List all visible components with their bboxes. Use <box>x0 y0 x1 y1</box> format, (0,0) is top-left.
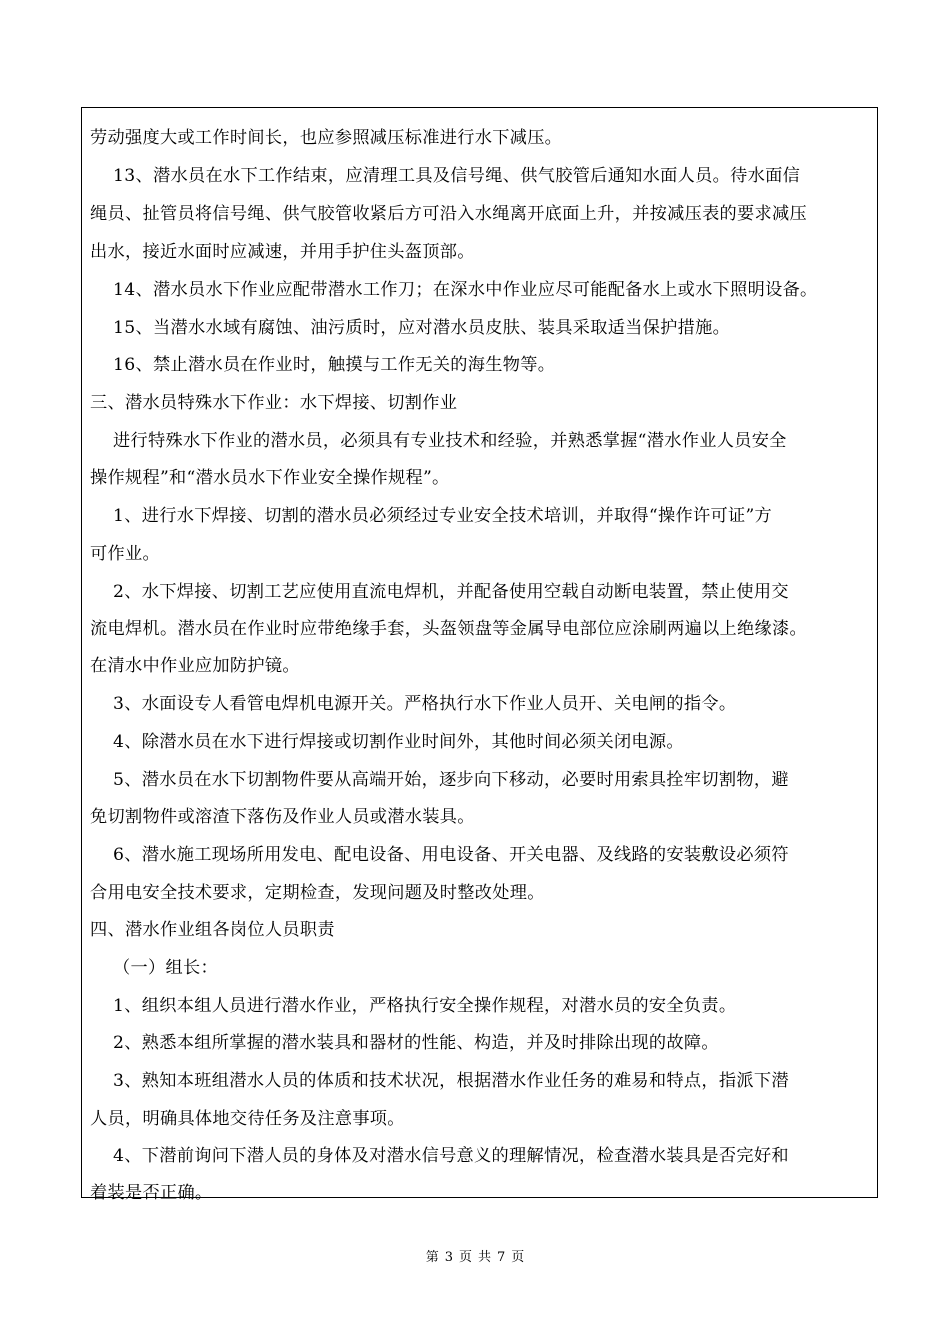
text-line: 15、当潜水水域有腐蚀、油污质时，应对潜水员皮肤、装具采取适当保护措施。 <box>90 318 731 338</box>
text-line: 4、除潜水员在水下进行焊接或切割作业时间外，其他时间必须关闭电源。 <box>90 732 684 752</box>
total-pages: 7 <box>497 1250 506 1265</box>
text-line: 1、组织本组人员进行潜水作业，严格执行安全操作规程，对潜水员的安全负责。 <box>90 996 737 1016</box>
footer-word: 页 <box>458 1250 472 1265</box>
section-heading: 四、潜水作业组各岗位人员职责 <box>90 920 335 940</box>
text-line: 着装是否正确。 <box>90 1183 213 1203</box>
text-line: 劳动强度大或工作时间长，也应参照减压标准进行水下减压。 <box>90 128 563 148</box>
text-line: 3、水面设专人看管电焊机电源开关。严格执行水下作业人员开、关电闸的指令。 <box>90 694 737 714</box>
text-line: 2、熟悉本组所掌握的潜水装具和器材的性能、构造，并及时排除出现的故障。 <box>90 1033 719 1053</box>
subsection-heading: （一）组长： <box>90 958 218 978</box>
text-line: 绳员、扯管员将信号绳、供气胶管收紧后方可沿入水绳离开底面上升，并按减压表的要求减压 <box>90 204 807 224</box>
text-line: 3、熟知本班组潜水人员的体质和技术状况，根据潜水作业任务的难易和特点，指派下潜 <box>90 1071 789 1091</box>
text-line: 1、进行水下焊接、切割的潜水员必须经过专业安全技术培训，并取得“操作许可证”方 <box>90 506 773 526</box>
text-line: 4、下潜前询问下潜人员的身体及对潜水信号意义的理解情况，检查潜水装具是否完好和 <box>90 1146 789 1166</box>
text-line: 14、潜水员水下作业应配带潜水工作刀；在深水中作业应尽可能配备水上或水下照明设备。 <box>90 280 818 300</box>
text-line: 13、潜水员在水下工作结束，应清理工具及信号绳、供气胶管后通知水面人员。待水面信 <box>90 166 801 186</box>
text-line: 出水，接近水面时应减速，并用手护住头盔顶部。 <box>90 242 475 262</box>
footer-word: 共 <box>478 1250 492 1265</box>
text-line: 5、潜水员在水下切割物件要从高端开始，逐步向下移动，必要时用索具拴牢切割物，避 <box>90 770 789 790</box>
text-line: 6、潜水施工现场所用发电、配电设备、用电设备、开关电器、及线路的安装敷设必须符 <box>90 845 789 865</box>
section-heading: 三、潜水员特殊水下作业：水下焊接、切割作业 <box>90 393 458 413</box>
text-line: 可作业。 <box>90 544 160 564</box>
text-line: 合用电安全技术要求，定期检查，发现问题及时整改处理。 <box>90 883 545 903</box>
text-line: 在清水中作业应加防护镜。 <box>90 656 300 676</box>
text-line: 流电焊机。潜水员在作业时应带绝缘手套，头盔领盘等金属导电部位应涂刷两遍以上绝缘漆。 <box>90 619 807 639</box>
text-line: 进行特殊水下作业的潜水员，必须具有专业技术和经验，并熟悉掌握“潜水作业人员安全 <box>90 431 787 451</box>
text-line: 人员，明确具体地交待任务及注意事项。 <box>90 1109 405 1129</box>
text-line: 16、禁止潜水员在作业时，触摸与工作无关的海生物等。 <box>90 355 556 375</box>
text-line: 操作规程”和“潜水员水下作业安全操作规程”。 <box>90 468 450 488</box>
content-frame <box>81 107 878 1203</box>
footer-word: 第 <box>425 1250 439 1265</box>
page-footer <box>0 1249 950 1267</box>
text-line: 2、水下焊接、切割工艺应使用直流电焊机，并配备使用空载自动断电装置，禁止使用交 <box>90 582 789 602</box>
text-line: 免切割物件或溶渣下落伤及作业人员或潜水装具。 <box>90 807 475 827</box>
page-number: 3 <box>444 1250 453 1265</box>
footer-word: 页 <box>511 1250 525 1265</box>
